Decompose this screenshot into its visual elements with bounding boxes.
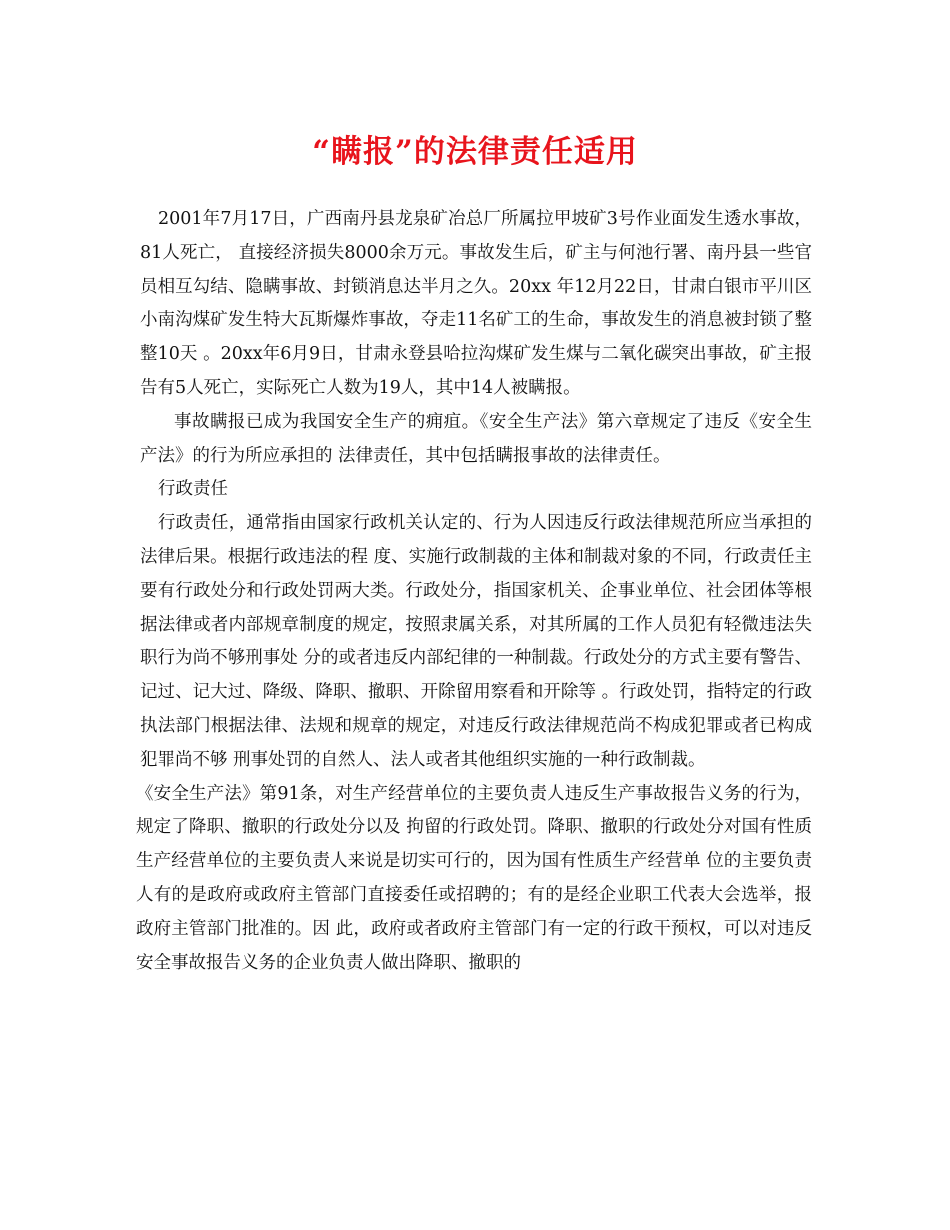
document-body [136, 203, 812, 980]
document-title: “瞒报”的法律责任适用 [312, 134, 638, 170]
section-heading-administrative-liability: 行政责任 [158, 479, 228, 500]
paragraph-incidents: 2001年7月17日，广西南丹县龙泉矿冶总厂所属拉甲坡矿3号作业面发生透水事故，81人死亡， 直接经济损失8000余万元。事故发生后，矿主与何池行署、南丹县一些官员相互勾结、隐瞒事故、封锁消息达半月之久。20xx 年12月22日，甘肃白银市平川区小南沟煤矿发生特大瓦斯爆炸事故，夺走11名矿工的生命，事故发生的消息被封锁了整整10天 。20xx年6月9日，甘肃永登县哈拉沟煤矿发生煤与二氧化碳突出事故，矿主报告有5人死亡，实际死亡人数为19人，其中14人被瞒报。 [140, 209, 812, 398]
paragraph-concealment-issue: 事故瞒报已成为我国安全生产的痈疽。《安全生产法》第六章规定了违反《安全生产法》的行为所应承担的 法律责任，其中包括瞒报事故的法律责任。 [140, 411, 812, 466]
paragraph-article-91: 《安全生产法》第91条，对生产经营单位的主要负责人违反生产事故报告义务的行为，规定了降职、撤职的行政处分以及 拘留的行政处罚。降职、撤职的行政处分对国有性质生产经营单位的主要负责人来说是切实可行的，因为国有性质生产经营单 位的主要负责人有的是政府或政府主管部门直接委任或招聘的；有的是经企业职工代表大会选举，报政府主管部门批准的。因 此，政府或者政府主管部门有一定的行政干预权，可以对违反安全事故报告义务的企业负责人做出降职、撤职的 [136, 783, 812, 973]
paragraph-administrative-liability: 行政责任，通常指由国家行政机关认定的、行为人因违反行政法律规范所应当承担的法律后果。根据行政违法的程 度、实施行政制裁的主体和制裁对象的不同，行政责任主要有行政处分和行政处罚两大类。行政处分，指国家机关、企事业单位、社会团体等根据法律或者内部规章制度的规定，按照隶属关系，对其所属的工作人员犯有轻微违法失职行为尚不够刑事处 分的或者违反内部纪律的一种制裁。行政处分的方式主要有警告、记过、记大过、降级、降职、撤职、开除留用察看和开除等 。行政处罚，指特定的行政执法部门根据法律、法规和规章的规定，对违反行政法律规范尚不构成犯罪或者已构成犯罪尚不够 刑事处罚的自然人、法人或者其他组织实施的一种行政制裁。 [140, 513, 812, 770]
